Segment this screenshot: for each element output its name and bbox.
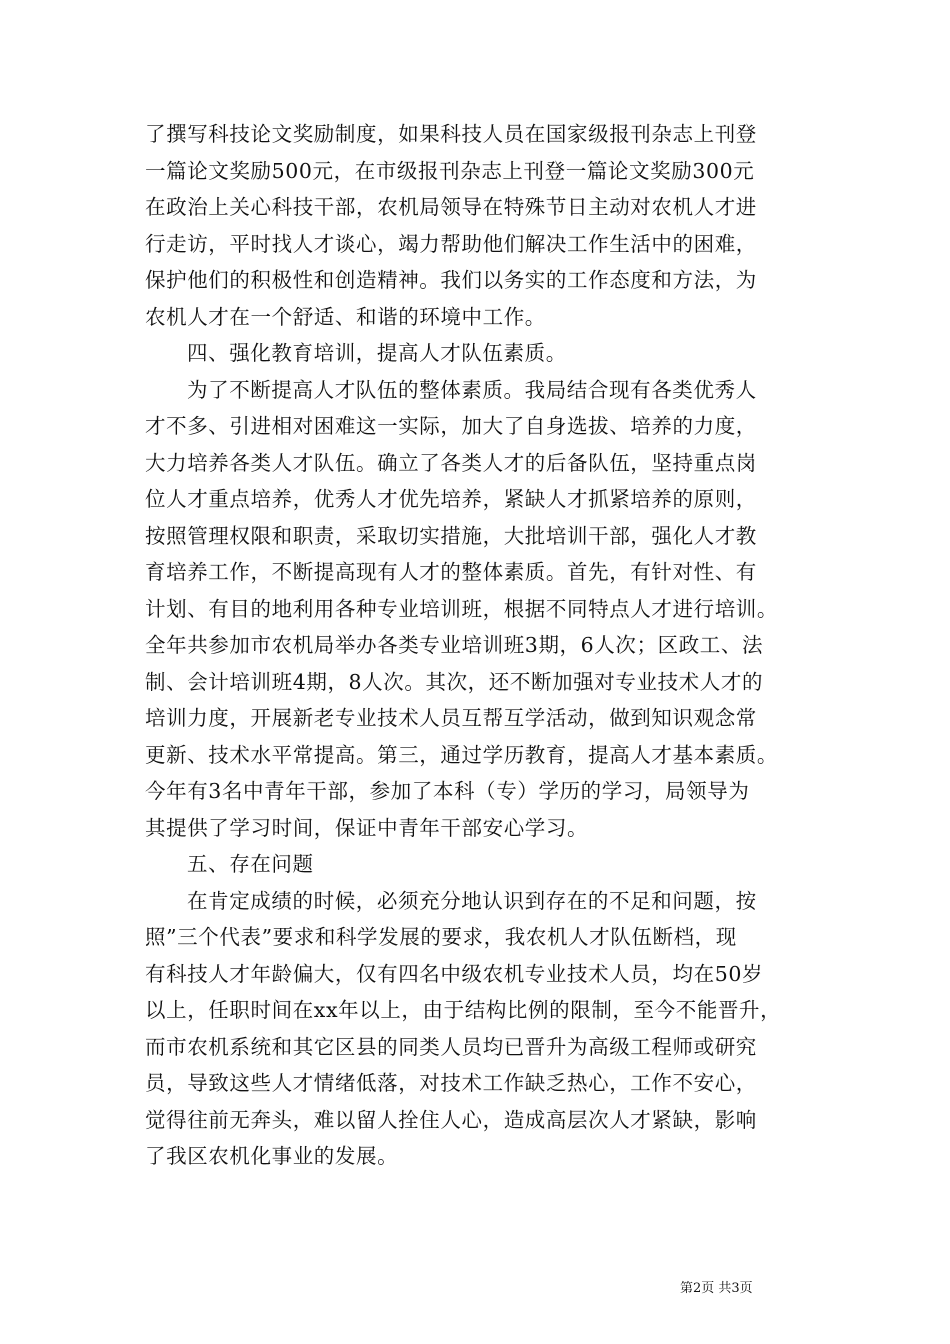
body-line: 行走访，平时找人才谈心，竭力帮助他们解决工作生活中的困难， [145,231,757,256]
body-line: 制、会计培训班4期，8人次。其次，还不断加强对专业技术人才的 [145,669,764,694]
body-line: 而市农机系统和其它区县的同类人员均已晋升为高级工程师或研究 [145,1034,757,1059]
body-line: 位人才重点培养，优秀人才优先培养，紧缺人才抓紧培养的原则， [145,487,757,511]
body-line: 觉得往前无奔头，难以留人拴住人心，造成高层次人才紧缺，影响 [145,1107,757,1132]
body-line: 按照管理权限和职责，采取切实措施，大批培训干部，强化人才教 [145,523,757,548]
body-line: 更新、技术水平常提高。第三，通过学历教育，提高人才基本素质。 [145,742,778,767]
section-heading: 四、强化教育培训，提高人才队伍素质。 [187,341,567,365]
body-line: 农机人才在一个舒适、和谐的环境中工作。 [145,304,546,329]
section-heading: 五、存在问题 [187,852,314,876]
page-number: 第2页 共3页 [680,1281,753,1296]
body-line: 大力培养各类人才队伍。确立了各类人才的后备队伍，坚持重点岗 [145,450,757,475]
paragraph-start-line: 在肯定成绩的时候，必须充分地认识到存在的不足和问题，按 [187,888,757,913]
body-line: 培训力度，开展新老专业技术人员互帮互学活动，做到知识观念常 [145,706,757,730]
body-line: 其提供了学习时间，保证中青年干部安心学习。 [145,815,589,840]
body-line: 员，导致这些人才情绪低落，对技术工作缺乏热心，工作不安心， [145,1071,757,1095]
paragraph-start-line: 为了不断提高人才队伍的整体素质。我局结合现有各类优秀人 [187,377,757,402]
body-line: 育培养工作，不断提高现有人才的整体素质。首先，有针对性、有 [145,560,757,584]
body-line: 计划、有目的地利用各种专业培训班，根据不同特点人才进行培训。 [145,596,778,621]
body-line: 在政治上关心科技干部，农机局领导在特殊节日主动对农机人才进 [145,195,757,219]
page-footer [680,1280,840,1298]
body-line: 了我区农机化事业的发展。 [145,1144,399,1168]
body-line: 有科技人才年龄偏大，仅有四名中级农机专业技术人员，均在50岁 [145,961,764,986]
document-body [145,116,815,1175]
body-line: 才不多、引进相对困难这一实际，加大了自身选拔、培养的力度， [145,414,757,438]
body-line: 一篇论文奖励500元，在市级报刊杂志上刊登一篇论文奖励300元 [145,158,755,183]
body-line: 今年有3名中青年干部，参加了本科（专）学历的学习，局领导为 [145,779,750,803]
body-line: 以上，任职时间在xx年以上，由于结构比例的限制，至今不能晋升， [145,998,782,1022]
body-line: 照”三个代表”要求和科学发展的要求，我农机人才队伍断档，现 [145,925,737,949]
body-line: 全年共参加市农机局举办各类专业培训班3期，6人次；区政工、法 [145,633,764,657]
body-line: 保护他们的积极性和创造精神。我们以务实的工作态度和方法，为 [145,268,757,292]
body-line: 了撰写科技论文奖励制度，如果科技人员在国家级报刊杂志上刊登 [145,122,757,146]
